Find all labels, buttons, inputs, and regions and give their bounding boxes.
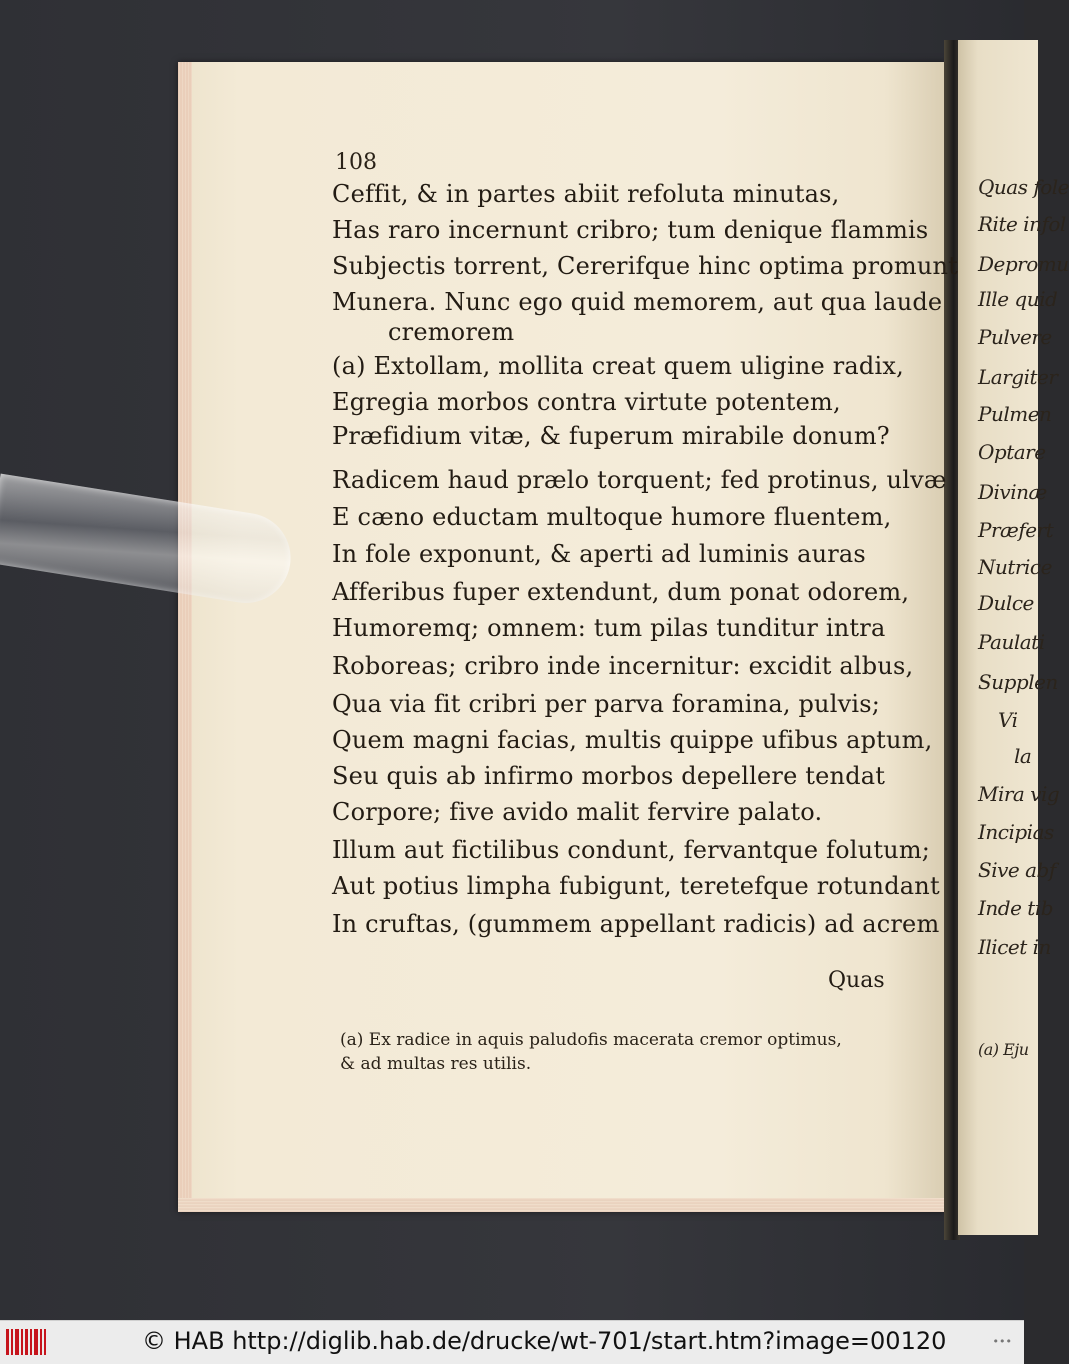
footnote-line: & ad multas res utilis.: [340, 1054, 532, 1074]
verse-line: E cæno eductam multoque humore fluentem,: [332, 503, 892, 531]
facing-page-line: Præfert: [978, 518, 1054, 542]
verse-line: Qua via fit cribri per parva foramina, pulvis;: [332, 690, 881, 718]
facing-page-line: Supplen: [978, 670, 1058, 694]
verse-line: Radicem haud prælo torquent; fed protinus, ulvæ: [332, 466, 947, 494]
facing-page-line: Mira vig: [978, 782, 1060, 806]
verse-line: Subjectis torrent, Cererifque hinc optima promunt: [332, 252, 959, 280]
verse-line: Ceffit, & in partes abiit refoluta minutas,: [332, 180, 840, 208]
page-edge: [178, 62, 192, 1212]
verse-line: Illum aut fictilibus condunt, fervantque folutum;: [332, 836, 931, 864]
facing-page-line: Rite infol: [978, 212, 1066, 236]
verse-line-continuation: cremorem: [388, 318, 515, 346]
verse-line: Corpore; five avido malit fervire palato.: [332, 798, 823, 826]
facing-page-line: Inde tib: [978, 896, 1054, 920]
right-page: [958, 40, 1069, 1235]
facing-page-line: Optare: [978, 440, 1046, 464]
verse-line: Roboreas; cribro inde incernitur: excidit albus,: [332, 652, 914, 680]
verse-line: Has raro incernunt cribro; tum denique flammis: [332, 216, 929, 244]
facing-page-line: Divinæ: [978, 480, 1047, 504]
facing-page-line: Depromu: [978, 252, 1069, 276]
verse-line: Præfidium vitæ, & fuperum mirabile donum?: [332, 422, 890, 450]
facing-page-line: Largiter: [978, 365, 1058, 389]
page-number: 108: [335, 150, 377, 175]
footer-mark: •••: [992, 1335, 1012, 1348]
verse-line: Aut potius limpha fubigunt, teretefque rotundant: [332, 872, 940, 900]
facing-page-line: Vi: [998, 708, 1018, 732]
verse-line: Quem magni facias, multis quippe ufibus aptum,: [332, 726, 933, 754]
footer-bar: [0, 1320, 1024, 1364]
barcode-logo: [6, 1329, 46, 1355]
verse-line: In fole exponunt, & aperti ad luminis auras: [332, 540, 866, 568]
verse-line: (a) Extollam, mollita creat quem uligine radix,: [332, 352, 904, 380]
facing-page-line: Pulmen: [978, 402, 1052, 426]
facing-page-line: Ille quid: [978, 287, 1058, 311]
page-bottom-edge: [178, 1198, 946, 1212]
facing-page-line: Paulati: [978, 630, 1045, 654]
verse-line: Seu quis ab infirmo morbos depellere tendat: [332, 762, 886, 790]
copyright-link[interactable]: © HAB http://diglib.hab.de/drucke/wt-701/start.htm?image=00120: [142, 1327, 947, 1355]
catchword: Quas: [828, 968, 885, 993]
verse-line: Egregia morbos contra virtute potentem,: [332, 388, 841, 416]
facing-page-line: la: [1014, 744, 1032, 768]
facing-page-line: Pulvere: [978, 325, 1052, 349]
facing-page-line: Incipias: [978, 820, 1054, 844]
facing-page-line: Quas fole: [978, 175, 1069, 199]
facing-page-line: Sive abf: [978, 858, 1056, 882]
facing-page-line: Ilicet in: [978, 935, 1051, 959]
verse-line: Munera. Nunc ego quid memorem, aut qua laude: [332, 288, 943, 316]
facing-page-line: Dulce: [978, 591, 1034, 615]
facing-page-footnote: (a) Eju: [978, 1040, 1029, 1059]
verse-line: Humoremq; omnem: tum pilas tunditur intra: [332, 614, 886, 642]
verse-line: In cruftas, (gummem appellant radicis) ad acrem: [332, 910, 940, 938]
facing-page-line: Nutrice: [978, 555, 1052, 579]
verse-line: Afferibus fuper extendunt, dum ponat odorem,: [332, 578, 910, 606]
footnote-line: (a) Ex radice in aquis paludofis macerata cremor optimus,: [340, 1030, 842, 1050]
